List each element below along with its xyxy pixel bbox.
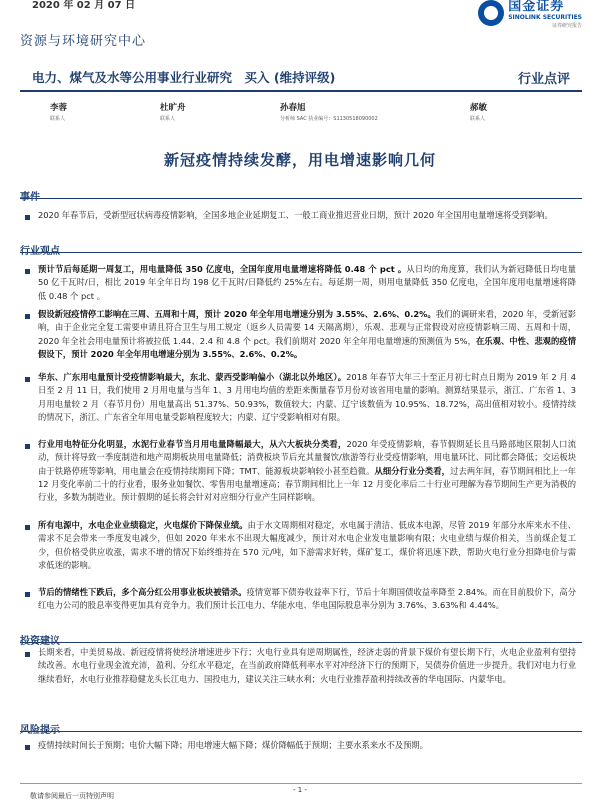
view-1-body: 从日均的角度算，我们认为新冠降低日均电量 50 亿千瓦时/日，相比 2019 年全年日均 198 亿千瓦时/日降低约 25%左右。每延期一周，则用电量降低 350 亿度电，全国年度用电量增速将降低 0.48 个 pct 。 <box>38 264 576 301</box>
view-3-body: 2018 年春节大年三十至正月初七时点日期为 2019 年 2 月 4 日至 2 月 11 日，我们使用 2 月用电量与当年 1、3 月用电均值的差距来衡量春节月份对该省用电量的影响。测算结果显示，浙江、广东省 1、3 月用电量较 2 月（春节月份）用电量高出 51.37%、50.93%，数值较大；内蒙、辽宁该数值为 10.95%、18.72%，高出值相对较小。疫情持续的情况下，浙江、广东省全年用电量受影响程度较大；内蒙、辽宁受影响相对有限。 <box>38 372 576 422</box>
section-event-heading <box>20 185 582 203</box>
logo-name-en: SINOLINK SECURITIES <box>508 14 582 21</box>
bullet-icon <box>25 525 30 530</box>
company-logo <box>478 0 582 30</box>
view-paragraph-5 <box>38 519 576 572</box>
bullet-icon <box>25 269 30 274</box>
view-paragraph-1 <box>38 263 576 303</box>
section-view-label: 行业观点 <box>20 246 60 257</box>
view-6-lead: 节后的情绪性下跌后，多个高分红公用事业板块被错杀。 <box>38 587 247 597</box>
analyst-name: 孙春旭 <box>280 103 306 113</box>
view-2-body: 我们的调研来看，2020 年，受新冠影响，由于企业完全复工需要申请且符合卫生与用工规定（返乡人员需要 14 天隔离期），乐观、悲观与正常假设对应疫情影响三周、五周和十周，2020 年全社会用电量预计将被拉低 1.44、2.4 和 4.8 个 pct。我们前期对 2020 年全年用电量增速的预测值为 5%， <box>38 309 576 346</box>
view-2-lead: 假设新冠疫情停工影响在三周、五周和十周，预计 2020 年全年用电增速分别为 3.55%、2.6%、0.2%。 <box>38 309 436 319</box>
footer-note: 敬请参阅最后一页特别声明 <box>30 792 114 800</box>
section-invest-label: 投资建议 <box>20 636 60 647</box>
section-invest-heading <box>20 629 582 647</box>
bullet-icon <box>25 215 30 220</box>
research-department: 资源与环境研究中心 <box>20 34 147 49</box>
logo-icon <box>478 0 504 26</box>
analyst-role: 分析师 SAC 执业编号：S1130518090002 <box>280 116 378 122</box>
section-view-heading <box>20 239 582 257</box>
bullet-icon <box>25 314 30 319</box>
report-date: 2020 年 02 月 07 日 <box>32 0 136 11</box>
footer-divider <box>20 783 582 784</box>
analyst-name: 杜旷舟 <box>160 103 186 113</box>
analyst-name: 郝敏 <box>470 103 488 113</box>
bullet-icon <box>25 745 30 750</box>
analyst-role: 联系人 <box>470 116 486 122</box>
bullet-icon <box>25 444 30 449</box>
report-headline: 新冠疫情持续发酵，用电增速影响几何 <box>163 151 436 169</box>
bullet-icon <box>25 652 30 657</box>
view-paragraph-6 <box>38 586 576 613</box>
report-type: 行业点评 <box>517 72 570 87</box>
view-paragraph-2 <box>38 308 576 361</box>
view-5-lead: 所有电源中，水电企业业绩稳定，火电煤价下降保业绩。 <box>38 520 248 530</box>
invest-paragraph: 长期来看，中美贸易战、新冠疫情将使经济增速进步下行；火电行业具有逆周期属性，经济走弱的背景下煤价有望长期下行，火电企业盈利有望持续改善。水电行业现金流充沛，盈利、分红水平稳定，在当前政府降低利率水平对冲经济下行的预期下，吴债券价值进一步提升。我们对电力行业继续看好，水电行业推荐稳健龙头长江电力、国投电力，建议关注三峡水利；火电行业推荐盈利持续改善的华电国际、内蒙华电。 <box>38 647 576 684</box>
analyst-name: 李蓉 <box>50 103 68 113</box>
industry-rating: 电力、煤气及水等公用事业行业研究 买入 (维持评级) <box>32 70 336 85</box>
analyst-2 <box>160 101 186 122</box>
analyst-4 <box>470 101 487 122</box>
view-4-body-2: 过去两年间，春节期间相比上一年 12 月变化率前二十的行业看，服务业如餐饮、零售用电量增速高；春节期间相比上一年 12 月变化率后二十行业可理解为春节期间生产更为消极的行业，多数为制造业。预计假期的延长将会针对对应细分行业产生同样影响。 <box>38 465 576 503</box>
view-2-conclusion: 在乐观、中性、悲观的疫情假设下，预计 2020 年全年用电增速分别为 3.55%、2.6%、0.2%。 <box>38 335 576 359</box>
bullet-icon <box>25 377 30 382</box>
view-5-body: 由于水文周期相对稳定，水电属于清洁、低成本电源，尽管 2019 年部分水库来水不佳、需求不足会带来一季度发电减少，但如 2020 年来水不出现大幅度减少，预计对水电企业发电量影响有限；火电业绩与煤价相关，当前煤企复工少，但价格受供应收涨，需求不增的情况下始终维持在 570 元/吨，如下游需求好转，煤矿复工，煤价将迅速下跌，帮助火电行业分担降电价与需求低迷的影响。 <box>38 520 576 570</box>
logo-subtitle: 证券研究报告 <box>551 23 582 29</box>
view-3-lead: 华东、广东用电量预计受疫情影响最大，东北、蒙西受影响偏小（湖北以外地区）。 <box>38 372 347 382</box>
view-4-lead: 行业用电特征分化明显，水泥行业春节当月用电量降幅最大，从六大板块分类看， <box>38 439 347 449</box>
view-paragraph-3 <box>38 371 576 424</box>
page-number: - 1 - <box>293 786 307 794</box>
view-4-body: 2020 年受疫情影响，春节假期延长且马路部地区限制人口流动，预计将导致一季度制造和地产周期板块用电量降低；消费板块节后充其量餐饮/旅游等行业受疫情影响，用电量环比、同比都会降低；交运板块由于铁路停班等影响，用电量会在疫情持续期间下降；TMT、能源板块影响较小甚至趋微。 <box>38 439 576 476</box>
analyst-1 <box>50 101 67 122</box>
view-4-subhead: 从细分行业分类看， <box>374 465 451 476</box>
view-1-lead: 预计节后每延期一周复工，用电量降低 350 亿度电，全国年度用电量增速将降低 0.48 个 pct 。 <box>38 264 407 274</box>
analyst-role: 联系人 <box>50 116 66 122</box>
event-paragraph: 2020 年春节后，受新型冠状病毒疫情影响，全国多地企业延期复工、一般工商业推迟营业日期，预计 2020 年全国用电量增速将受到影响。 <box>38 210 553 220</box>
bullet-icon <box>25 592 30 597</box>
view-paragraph-4 <box>38 438 576 504</box>
analyst-role: 联系人 <box>160 116 176 122</box>
analyst-3 <box>280 101 378 122</box>
section-event-label: 事件 <box>20 192 40 203</box>
section-risk-heading <box>20 718 582 736</box>
logo-name-cn: 国金证券 <box>508 0 565 14</box>
analyst-list <box>50 101 570 129</box>
section-risk-label: 风险提示 <box>20 725 60 736</box>
view-6-body: 疫情宽幂下债券收益率下行，节后十年期国债收益率降至 2.84%。而在目前股价下，高分红电力公司的股息率变得更加具有竞争力。我们预计长江电力、华能水电、华电国际股息率分别为 3.76%、3.63%和 4.44%。 <box>38 587 576 611</box>
risk-paragraph: 疫情持续时间长于预期；电价大幅下降；用电增速大幅下降；煤价降幅低于预期；主要水系来水不及预期。 <box>38 740 428 750</box>
